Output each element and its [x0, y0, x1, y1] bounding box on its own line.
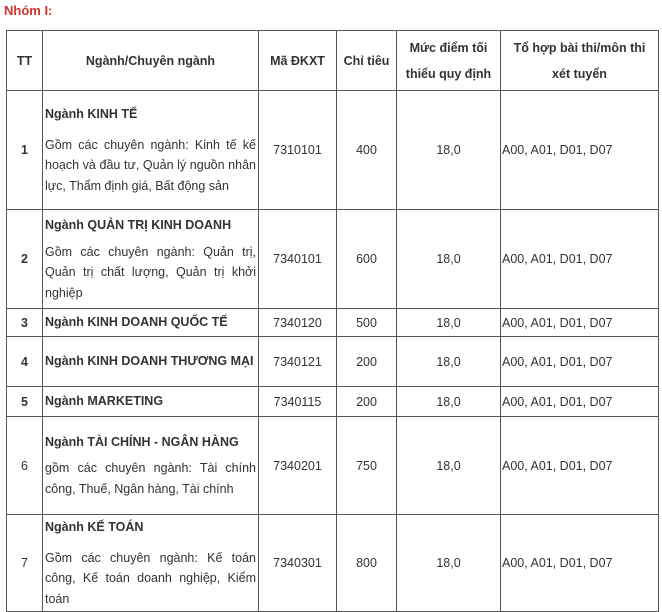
row-combo: A00, A01, D01, D07 [501, 337, 659, 387]
row-quota: 750 [337, 417, 397, 515]
row-major-cell [43, 309, 259, 337]
header-combo [501, 31, 659, 91]
row-score: 18,0 [397, 91, 501, 210]
row-major-cell [43, 387, 259, 417]
row-quota: 800 [337, 515, 397, 612]
row-score: 18,0 [397, 387, 501, 417]
row-quota: 500 [337, 309, 397, 337]
header-combo-line2: xét tuyển [552, 66, 607, 81]
row-major: Ngành QUẢN TRỊ KINH DOANH [45, 218, 232, 232]
row-quota: 200 [337, 387, 397, 417]
table-row [7, 337, 659, 387]
row-tt: 2 [7, 210, 43, 309]
table-row [7, 387, 659, 417]
row-major-cell [43, 417, 259, 515]
row-tt: 1 [7, 91, 43, 210]
row-major: Ngành TÀI CHÍNH - NGÂN HÀNG [45, 434, 239, 449]
row-tt: 5 [7, 387, 43, 417]
row-code: 7340121 [259, 337, 337, 387]
row-code: 7340115 [259, 387, 337, 417]
row-major-cell [43, 515, 259, 612]
row-desc: Gồm các chuyên ngành: Quản trị, Quản trị chất lượng, Quản trị khởi nghiệp [45, 244, 256, 300]
row-major: Ngành KINH TẾ [45, 107, 138, 121]
header-min-score-line2: thiểu quy định [405, 66, 492, 81]
header-quota: Chỉ tiêu [337, 31, 397, 91]
row-major-cell [43, 91, 259, 210]
row-code: 7340301 [259, 515, 337, 612]
row-combo: A00, A01, D01, D07 [501, 210, 659, 309]
row-quota: 200 [337, 337, 397, 387]
row-code: 7340120 [259, 309, 337, 337]
table-row [7, 91, 659, 210]
row-score: 18,0 [397, 210, 501, 309]
table-row [7, 417, 659, 515]
row-major: Ngành KINH DOANH QUỐC TẾ [45, 315, 228, 330]
row-tt: 6 [7, 417, 43, 515]
admission-table [6, 30, 659, 612]
row-quota: 600 [337, 210, 397, 309]
row-quota: 400 [337, 91, 397, 210]
row-tt: 4 [7, 337, 43, 387]
table-row [7, 210, 659, 309]
row-combo: A00, A01, D01, D07 [501, 91, 659, 210]
header-major: Ngành/Chuyên ngành [43, 31, 259, 91]
group-title: Nhóm I: [4, 3, 53, 18]
row-combo: A00, A01, D01, D07 [501, 387, 659, 417]
header-code: Mã ĐKXT [259, 31, 337, 91]
row-major-cell [43, 210, 259, 309]
row-desc: Gồm các chuyên ngành: Kế toán công, Kế toán doanh nghiệp, Kiểm toán [45, 550, 256, 606]
row-combo: A00, A01, D01, D07 [501, 417, 659, 515]
row-score: 18,0 [397, 337, 501, 387]
header-tt: TT [7, 31, 43, 91]
row-combo: A00, A01, D01, D07 [501, 309, 659, 337]
row-combo: A00, A01, D01, D07 [501, 515, 659, 612]
row-code: 7340101 [259, 210, 337, 309]
row-major: Ngành KẾ TOÁN [45, 520, 144, 534]
row-major: Ngành KINH DOANH THƯƠNG MẠI [45, 354, 254, 369]
row-code: 7340201 [259, 417, 337, 515]
row-code: 7310101 [259, 91, 337, 210]
header-min-score-line1: Mức điểm tối [409, 40, 488, 55]
row-desc: Gồm các chuyên ngành: Kinh tế kế hoạch và đầu tư, Quản lý nguồn nhân lực, Thẩm định giá, Bất động sản [45, 137, 256, 193]
row-tt: 7 [7, 515, 43, 612]
header-row [7, 31, 659, 91]
row-desc: gồm các chuyên ngành: Tài chính công, Thuế, Ngân hàng, Tài chính [45, 461, 256, 496]
row-major: Ngành MARKETING [45, 394, 164, 409]
row-score: 18,0 [397, 417, 501, 515]
header-combo-line1: Tổ hợp bài thi/môn thi [513, 40, 646, 55]
row-major-cell [43, 337, 259, 387]
row-score: 18,0 [397, 515, 501, 612]
header-min-score [397, 31, 501, 91]
table-row [7, 515, 659, 612]
row-score: 18,0 [397, 309, 501, 337]
table-row [7, 309, 659, 337]
row-tt: 3 [7, 309, 43, 337]
